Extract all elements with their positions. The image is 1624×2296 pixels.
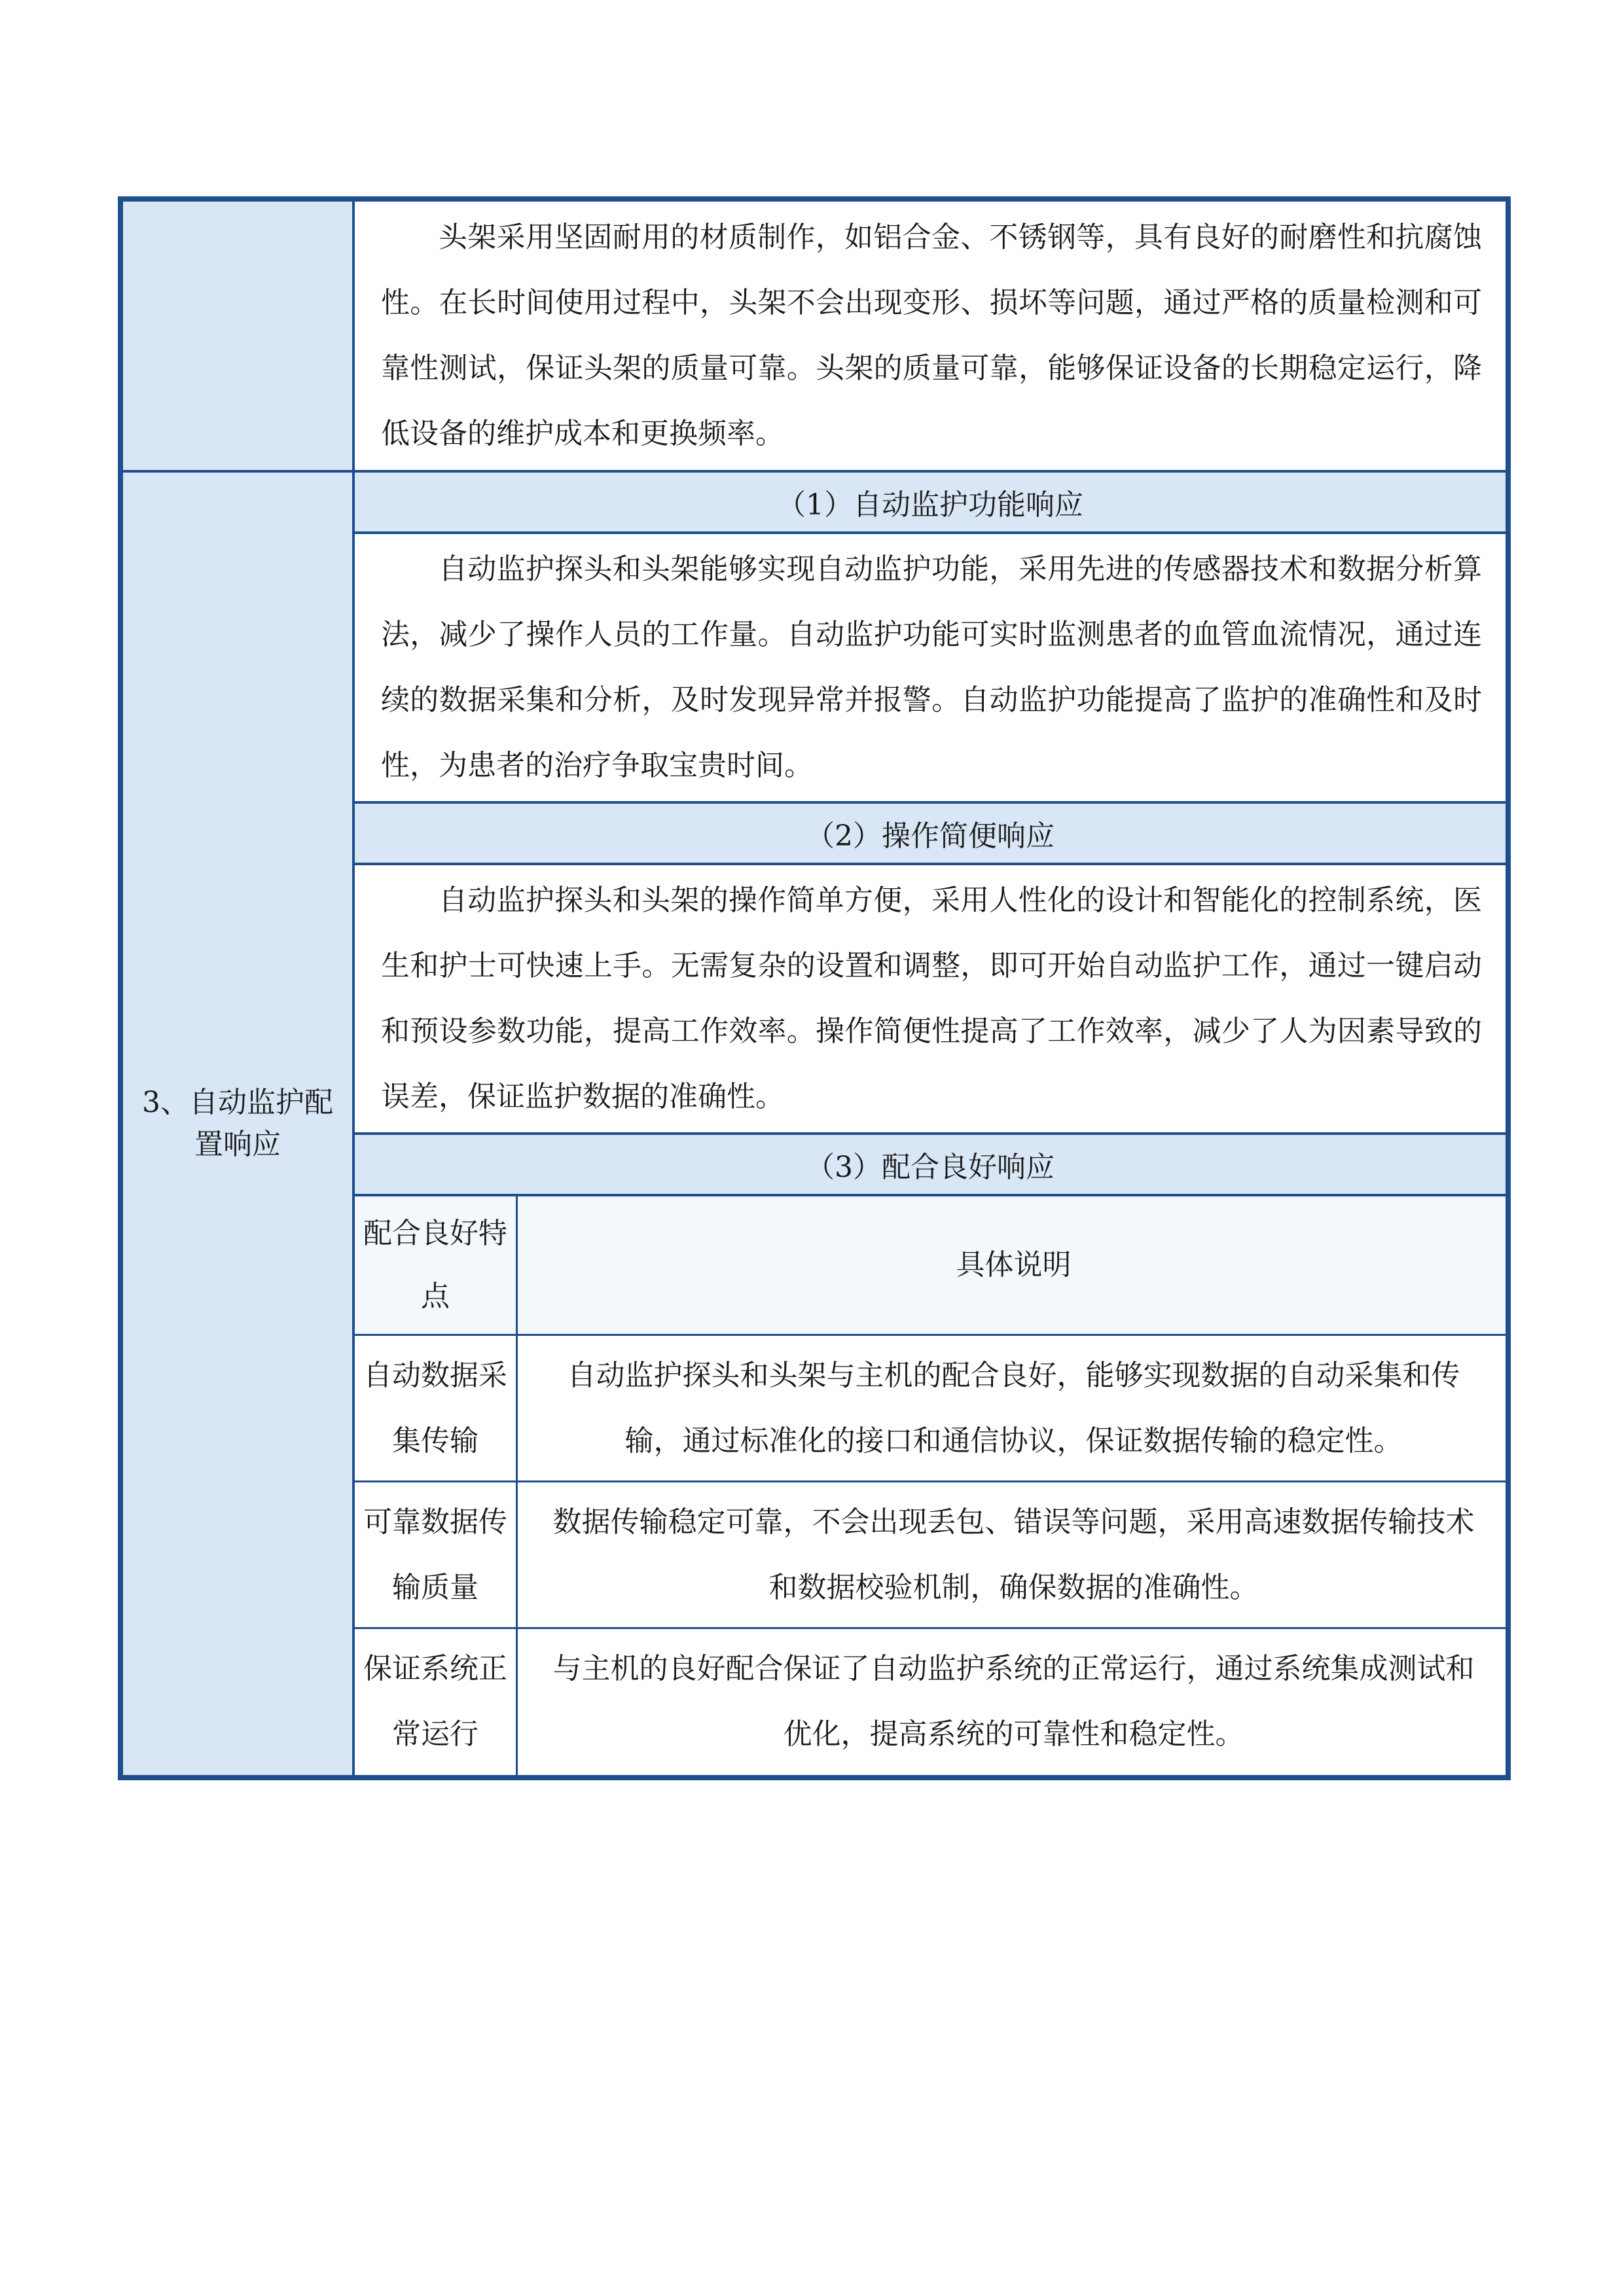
- table-row: [355, 1335, 1506, 1482]
- row-feature: 可靠数据传输质量: [355, 1482, 517, 1628]
- sub3-title: （3）配合良好响应: [806, 1151, 1055, 1184]
- left-label-cell-empty: [120, 199, 353, 471]
- table-row: [120, 471, 1508, 533]
- table-row: [120, 199, 1508, 471]
- sub2-title-cell: [353, 802, 1508, 864]
- row-feature: 自动数据采集传输: [355, 1335, 517, 1482]
- head-frame-paragraph: 头架采用坚固耐用的材质制作，如铝合金、不锈钢等，具有良好的耐磨性和抗腐蚀性。在长时间使用过程中，头架不会出现变形、损坏等问题，通过严格的质量检测和可靠性测试，保证头架的质量可靠。头架的质量可靠，能够保证设备的长期稳定运行，降低设备的维护成本和更换频率。: [381, 221, 1482, 450]
- head-frame-paragraph-cell: [353, 199, 1508, 471]
- table-row: [355, 1482, 1506, 1628]
- header-description: 具体说明: [517, 1196, 1506, 1335]
- response-table: [118, 196, 1511, 1780]
- cooperation-table: [355, 1196, 1506, 1775]
- header-feature: 配合良好特点: [355, 1196, 517, 1335]
- sub2-paragraph: 自动监护探头和头架的操作简单方便，采用人性化的设计和智能化的控制系统，医生和护士可快速上手。无需复杂的设置和调整，即可开始自动监护工作，通过一键启动和预设参数功能，提高工作效率。操作简便性提高了工作效率，减少了人为因素导致的误差，保证监护数据的准确性。: [381, 884, 1482, 1113]
- row-description: 数据传输稳定可靠，不会出现丢包、错误等问题，采用高速数据传输技术和数据校验机制，确保数据的准确性。: [517, 1482, 1506, 1628]
- row-description: 与主机的良好配合保证了自动监护系统的正常运行，通过系统集成测试和优化，提高系统的可靠性和稳定性。: [517, 1628, 1506, 1775]
- sub1-title-cell: [353, 471, 1508, 533]
- sub1-paragraph: 自动监护探头和头架能够实现自动监护功能，采用先进的传感器技术和数据分析算法，减少了操作人员的工作量。自动监护功能可实时监测患者的血管血流情况，通过连续的数据采集和分析，及时发现异常并报警。自动监护功能提高了监护的准确性和及时性，为患者的治疗争取宝贵时间。: [381, 552, 1482, 782]
- section-label-cell: [120, 471, 353, 1778]
- sub3-title-cell: [353, 1134, 1508, 1195]
- row-description: 自动监护探头和头架与主机的配合良好，能够实现数据的自动采集和传输，通过标准化的接口和通信协议，保证数据传输的稳定性。: [517, 1335, 1506, 1482]
- sub2-title: （2）操作简便响应: [806, 819, 1055, 853]
- section-label: 3、自动监护配置响应: [142, 1085, 333, 1161]
- cooperation-table-cell: [353, 1195, 1508, 1778]
- sub1-title: （1）自动监护功能响应: [777, 488, 1083, 522]
- row-feature: 保证系统正常运行: [355, 1628, 517, 1775]
- sub1-paragraph-cell: [353, 533, 1508, 802]
- cooperation-header-row: [355, 1196, 1506, 1335]
- table-row: [355, 1628, 1506, 1775]
- sub2-paragraph-cell: [353, 864, 1508, 1134]
